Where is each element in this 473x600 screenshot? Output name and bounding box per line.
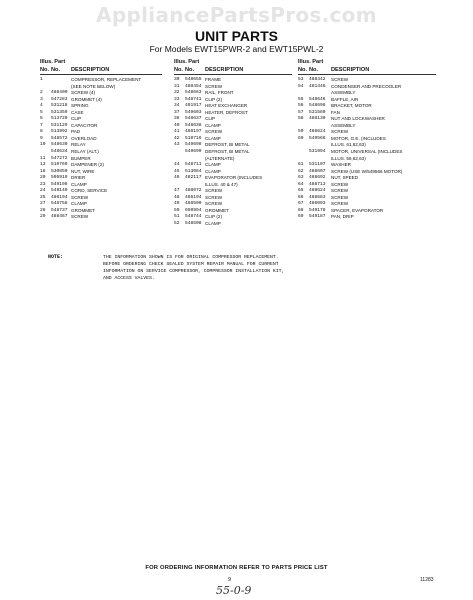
header-description: DESCRIPTION: [71, 67, 110, 73]
part-no: 549198: [51, 181, 68, 187]
part-no: 548646: [309, 96, 326, 102]
part-description: MOTOR, G.E. (INCLUDES: [331, 135, 386, 141]
header-illus-part: Illus. Part: [174, 59, 200, 65]
header-part-no: No.: [185, 67, 195, 73]
parts-column-1: [40, 58, 162, 221]
part-no: 481917: [185, 103, 202, 109]
illus-no: 10: [40, 142, 46, 148]
illus-no: 45: [174, 168, 180, 174]
part-description: BRACKET, MOTOR: [331, 103, 372, 109]
part-no: 549603: [185, 109, 202, 115]
part-no: 548744: [185, 214, 202, 220]
part-no: 488683: [309, 194, 326, 200]
part-no: 549698: [185, 142, 202, 148]
illus-no: 9: [40, 135, 43, 141]
illus-no: 68: [298, 207, 304, 213]
header-no: No.: [174, 67, 184, 73]
part-description: CLAMP: [205, 168, 221, 174]
illus-no: 28: [40, 207, 46, 213]
part-description: SCREW: [205, 129, 223, 135]
part-no: 531107: [309, 162, 326, 168]
part-description: SCREW: [205, 83, 223, 89]
illus-no: 5: [40, 109, 43, 115]
header-part-no: No.: [309, 67, 319, 73]
part-description: (ALTERNATE): [205, 155, 235, 161]
parts-list: [174, 77, 292, 228]
illus-no: 53: [298, 77, 304, 82]
part-no: 510716: [185, 135, 202, 141]
illus-no: 56: [298, 103, 304, 109]
note-text: [103, 254, 373, 282]
part-description: SCREW: [331, 194, 349, 200]
part-description: CLIP: [205, 116, 216, 122]
part-no: 510769: [51, 162, 68, 168]
part-description: SCREW (USE W/549566 MOTOR): [331, 168, 403, 174]
part-description: ILLUS. 40 & 47): [205, 181, 238, 187]
part-description: SCREW: [331, 201, 349, 207]
illus-no: 61: [298, 162, 304, 168]
part-no: 488400: [51, 90, 68, 96]
part-description: CORD, SERVICE: [71, 188, 108, 194]
part-no: 488197: [185, 129, 202, 135]
part-description: SPACER, EVAPORATOR: [331, 207, 384, 213]
illus-no: 63: [298, 175, 304, 181]
part-description: CLAMP: [205, 122, 221, 128]
illus-no: 52: [174, 221, 180, 227]
illus-no: 44: [174, 162, 180, 168]
part-no: 531129: [51, 122, 68, 128]
column-header-top: [174, 58, 292, 66]
part-no: 482117: [185, 175, 202, 181]
header-no: No.: [40, 67, 50, 73]
part-no: 549699: [185, 149, 202, 155]
illus-no: 11: [40, 155, 46, 161]
part-description: CLAMP: [71, 201, 87, 207]
part-no: 513084: [185, 168, 202, 174]
header-description: DESCRIPTION: [205, 67, 244, 73]
part-description: CLIP (2): [205, 214, 223, 220]
illus-no: 65: [298, 188, 304, 194]
part-no: 547272: [51, 155, 68, 161]
illus-no: 54: [298, 83, 304, 89]
header-description: DESCRIPTION: [331, 67, 370, 73]
part-no: 548711: [185, 162, 202, 168]
illus-no: 20: [40, 175, 46, 181]
illus-no: 43: [174, 142, 180, 148]
illus-no: 66: [298, 194, 304, 200]
part-description: SPRING: [71, 103, 89, 109]
part-description: HEATER, DEFROST: [205, 109, 248, 115]
illus-no: 51: [174, 214, 180, 220]
page-number: 9: [228, 577, 232, 583]
part-no: 549178: [309, 207, 326, 213]
part-description: SCREW: [205, 188, 223, 194]
part-description: GROMMET: [71, 207, 95, 213]
part-no: 488072: [185, 188, 202, 194]
part-no: 486194: [51, 194, 68, 200]
illus-no: 57: [298, 109, 304, 115]
part-description: FAN: [331, 109, 340, 115]
header-illus-part: Illus. Part: [298, 59, 324, 65]
part-description: CASE: [71, 109, 84, 115]
part-no: 547283: [51, 96, 68, 102]
part-description: BAFFLE, AIR: [331, 96, 359, 102]
part-no: 650994: [185, 207, 202, 213]
part-description: CLAMP: [205, 221, 221, 227]
illus-no: 69: [298, 214, 304, 220]
part-no: 488500: [185, 201, 202, 207]
illus-no: 47: [174, 188, 180, 194]
part-description: ILLUS. 59,62,63): [331, 155, 366, 161]
illus-no: 30: [174, 77, 180, 82]
part-description: NUT, SPEED: [331, 175, 359, 181]
illus-no: 50: [174, 207, 180, 213]
part-no: 488607: [309, 168, 326, 174]
part-description: DAMPENER (2): [71, 162, 104, 168]
part-no: 549187: [309, 214, 326, 220]
part-description: CLAMP: [205, 162, 221, 168]
part-no: 488624: [309, 129, 326, 135]
illus-no: 18: [40, 168, 46, 174]
part-description: GROMMET (4): [71, 96, 102, 102]
watermark: AppliancePartsPros.com: [96, 3, 377, 27]
illus-no: 62: [298, 168, 304, 174]
part-no: 488467: [51, 214, 68, 220]
note-line: THE INFORMATION SHOWN IS FOR ORIGINAL COMPRESSOR REPLACEMENT.: [103, 255, 279, 260]
part-row: [40, 214, 162, 221]
part-no: 531359: [51, 109, 68, 115]
page-title: UNIT PARTS: [195, 28, 278, 44]
ordering-footer: FOR ORDERING INFORMATION REFER TO PARTS PRICE LIST: [145, 565, 328, 571]
illus-no: 67: [298, 201, 304, 207]
part-no: 513992: [51, 129, 68, 135]
part-description: RELAY: [71, 142, 86, 148]
illus-no: 13: [40, 162, 46, 168]
part-description: GROMMET: [205, 207, 229, 213]
part-description: CLAMP: [71, 181, 87, 187]
part-no: 548696: [309, 103, 326, 109]
illus-no: 7: [40, 122, 43, 128]
part-description: HEAT EXCHANGER: [205, 103, 248, 109]
part-no: 531218: [51, 103, 68, 109]
illus-no: 25: [40, 194, 46, 200]
part-description: RELAY (ALT.): [71, 149, 99, 155]
illus-no: 1: [40, 77, 43, 82]
illus-no: 31: [174, 83, 180, 89]
parts-list: [40, 77, 162, 221]
illus-no: 27: [40, 201, 46, 207]
page-subtitle: For Models EWT15PWR-2 and EWT15PWL-2: [149, 44, 324, 54]
part-no: 548508: [185, 221, 202, 227]
part-no: 549566: [309, 135, 326, 141]
part-no: 531580: [309, 109, 326, 115]
part-description: COMPRESSOR, REPLACEMENT: [71, 77, 142, 82]
part-description: ASSEMBLY: [331, 122, 356, 128]
part-no: 531994: [309, 149, 326, 155]
part-no: 486194: [185, 194, 202, 200]
illus-no: 59: [298, 129, 304, 135]
part-no: 488713: [309, 181, 326, 187]
part-description: SCREW: [331, 77, 349, 82]
illus-no: 48: [174, 194, 180, 200]
part-no: 548572: [51, 135, 68, 141]
part-description: OVERLOAD: [71, 135, 97, 141]
illus-no: 40: [174, 122, 180, 128]
part-no: 548634: [51, 149, 68, 155]
part-description: PAD: [71, 129, 81, 135]
illus-no: 55: [298, 96, 304, 102]
part-row: [298, 214, 436, 221]
part-description: WASHER: [331, 162, 351, 168]
part-no: 488130: [309, 116, 326, 122]
illus-no: 32: [174, 90, 180, 96]
illus-no: 41: [174, 129, 180, 135]
header-illus-part: Illus. Part: [40, 59, 66, 65]
parts-column-2: [174, 58, 292, 228]
note-line: INFORMATION ON SERVICE COMPRESSOR, COMPRESSOR INSTALLATION KIT,: [103, 269, 285, 275]
illus-no: 64: [298, 181, 304, 187]
column-header: [298, 66, 436, 75]
part-no: 548637: [185, 116, 202, 122]
part-description: SCREW: [331, 188, 349, 194]
column-header: [40, 66, 162, 75]
illus-no: 42: [174, 135, 180, 141]
part-description: PAN, DRIP: [331, 214, 354, 220]
part-description: EVAPORATOR (INCLUDES: [205, 175, 263, 181]
illus-no: 49: [174, 201, 180, 207]
column-header-top: [40, 58, 162, 66]
part-description: SCREW: [331, 129, 349, 135]
illus-no: 58: [298, 116, 304, 122]
part-no: 530850: [51, 168, 68, 174]
part-description: SCREW: [71, 194, 89, 200]
part-description: BUMPER: [71, 155, 91, 161]
illus-no: 4: [40, 103, 43, 109]
part-no: 548638: [185, 122, 202, 128]
part-description: (SEE NOTE BELOW): [71, 83, 116, 89]
illus-no: 34: [174, 103, 180, 109]
part-description: DEFROST, BI METAL: [205, 142, 250, 148]
illus-no: 33: [174, 96, 180, 102]
part-description: CONDENSER AND PRECOOLER: [331, 83, 402, 89]
part-description: SCREW: [331, 181, 349, 187]
part-description: CLIP: [71, 116, 82, 122]
part-description: DEFROST, BI METAL: [205, 149, 250, 155]
part-no: 488692: [309, 175, 326, 181]
part-description: CLAMP: [205, 135, 221, 141]
parts-column-3: [298, 58, 436, 221]
part-description: SCREW: [205, 194, 223, 200]
note-label: NOTE:: [48, 254, 64, 260]
part-description: RAIL, FRONT: [205, 90, 234, 96]
part-row: [174, 221, 292, 228]
part-no: 481446: [309, 83, 326, 89]
parts-list: [298, 77, 436, 221]
part-description: CLIP (2): [205, 96, 223, 102]
illus-no: 37: [174, 109, 180, 115]
note-line: BEFORE ORDERING CHECK SEALED SYSTEM REPAIR MANUAL FOR CURRENT: [103, 262, 279, 268]
part-no: 548737: [51, 207, 68, 213]
part-no: 513720: [51, 116, 68, 122]
part-description: FRAME: [205, 77, 222, 82]
illus-no: 24: [40, 188, 46, 194]
illus-no: 6: [40, 116, 43, 122]
part-no: 549140: [51, 188, 68, 194]
part-no: 548741: [185, 96, 202, 102]
part-description: SCREW (4): [71, 90, 95, 96]
illus-no: 23: [40, 181, 46, 187]
part-description: SCREW: [205, 201, 223, 207]
part-no: 548630: [51, 142, 68, 148]
header-no: No.: [298, 67, 308, 73]
header-part-no: No.: [51, 67, 61, 73]
column-header: [174, 66, 292, 75]
illus-no: 8: [40, 129, 43, 135]
part-no: 548663: [185, 90, 202, 96]
part-no: 505919: [51, 175, 68, 181]
part-description: NUT, WIRE: [71, 168, 95, 174]
part-description: ASSEMBLY: [331, 90, 356, 96]
part-description: NUT AND LOCKWASHER: [331, 116, 385, 122]
handwritten-note: 55-0-9: [216, 584, 252, 597]
part-no: 548758: [51, 201, 68, 207]
part-description: MOTOR, UNIVERSAL (INCLUDES: [331, 149, 403, 155]
illus-no: 46: [174, 175, 180, 181]
part-no: 488624: [309, 188, 326, 194]
illus-no: 3: [40, 96, 43, 102]
part-description: CAPACITOR: [71, 122, 98, 128]
part-description: SCREW: [71, 214, 89, 220]
part-no: 488454: [185, 83, 202, 89]
part-description: DRIER: [71, 175, 86, 181]
part-no: 486093: [309, 201, 326, 207]
illus-no: 60: [298, 135, 304, 141]
part-description: ILLUS. 61,62,63): [331, 142, 366, 148]
column-header-top: [298, 58, 436, 66]
document-code: 11283: [420, 577, 434, 583]
illus-no: 38: [174, 116, 180, 122]
part-no: 548655: [185, 77, 202, 82]
illus-no: 2: [40, 90, 43, 96]
part-no: 488442: [309, 77, 326, 82]
illus-no: 29: [40, 214, 46, 220]
note-line: AND ACCESS VALVES.: [103, 276, 155, 282]
